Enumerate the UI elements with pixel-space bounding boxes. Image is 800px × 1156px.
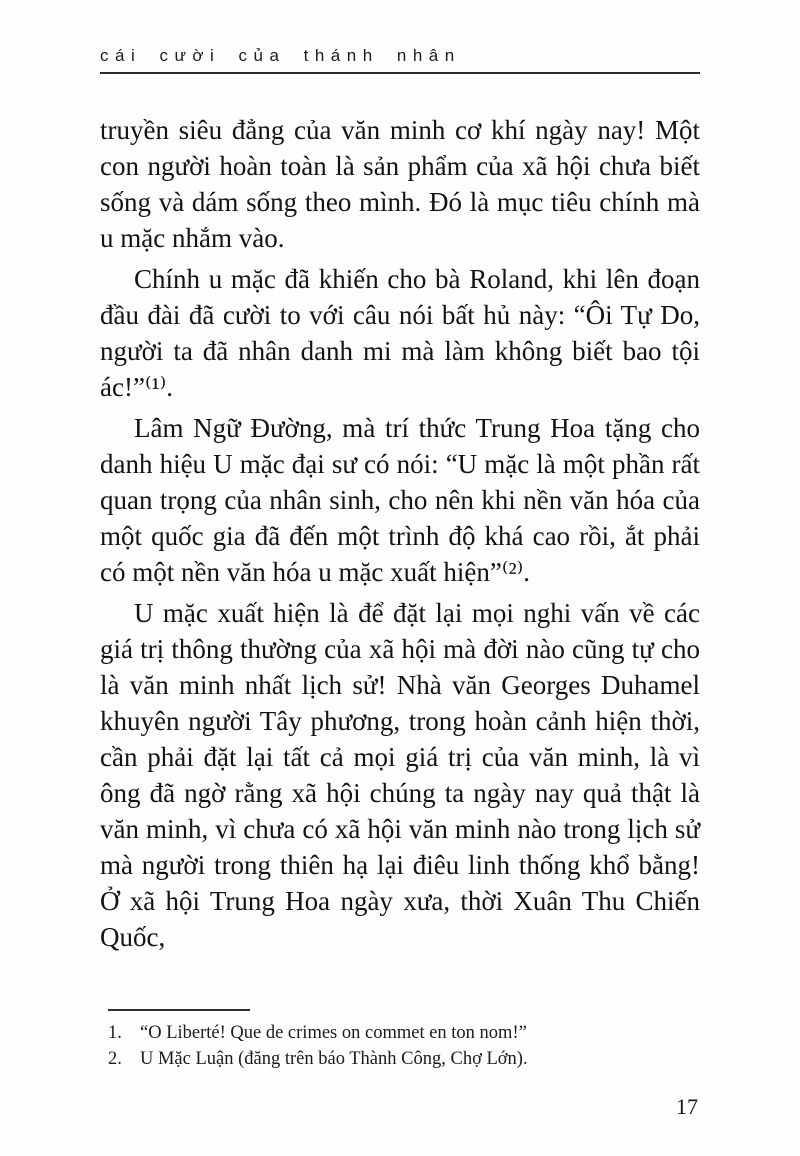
footnote-text: “O Liberté! Que de crimes on commet en ton nom!” xyxy=(140,1023,527,1043)
body-text xyxy=(100,112,700,955)
footnote-separator xyxy=(108,1009,250,1011)
footnote-text: U Mặc Luận (đăng trên báo Thành Công, Chợ Lớn). xyxy=(140,1049,528,1069)
page-number: 17 xyxy=(676,1094,698,1119)
running-header xyxy=(100,46,700,74)
running-header-title: cái cười của thánh nhân xyxy=(100,46,461,65)
paragraph: Lâm Ngữ Đường, mà trí thức Trung Hoa tặng cho danh hiệu U mặc đại sư có nói: “U mặc là một phần rất quan trọng của nhân sinh, cho nên khi nền văn hóa của một quốc gia đã đến một trình độ khá cao rồi, ắt phải có một nền văn hóa u mặc xuất hiện”⁽²⁾. xyxy=(100,413,700,587)
footnote-item xyxy=(100,1046,700,1072)
footnote-number: 1. xyxy=(108,1023,122,1043)
paragraph: U mặc xuất hiện là để đặt lại mọi nghi vấn về các giá trị thông thường của xã hội mà đời nào cũng tự cho là văn minh nhất lịch sử! Nhà văn Georges Duhamel khuyên người Tây phương, trong hoàn cảnh hiện thời, cần phải đặt lại tất cả mọi giá trị của văn minh, là vì ông đã ngờ rằng xã hội chúng ta ngày nay quả thật là văn minh, vì chưa có xã hội văn minh nào trong lịch sử mà người trong thiên hạ lại điêu linh thống khổ bằng! Ở xã hội Trung Hoa ngày xưa, thời Xuân Thu Chiến Quốc, xyxy=(100,598,700,952)
footnotes xyxy=(100,1009,700,1072)
paragraph: Chính u mặc đã khiến cho bà Roland, khi lên đoạn đầu đài đã cười to với câu nói bất hủ này: “Ôi Tự Do, người ta đã nhân danh mi mà làm không biết bao tội ác!”⁽¹⁾. xyxy=(100,264,700,402)
footnote-item xyxy=(100,1020,700,1046)
paragraph: truyền siêu đẳng của văn minh cơ khí ngày nay! Một con người hoàn toàn là sản phẩm của xã hội chưa biết sống và dám sống theo mình. Đó là mục tiêu chính mà u mặc nhắm vào. xyxy=(100,115,700,253)
footnote-number: 2. xyxy=(108,1049,122,1069)
